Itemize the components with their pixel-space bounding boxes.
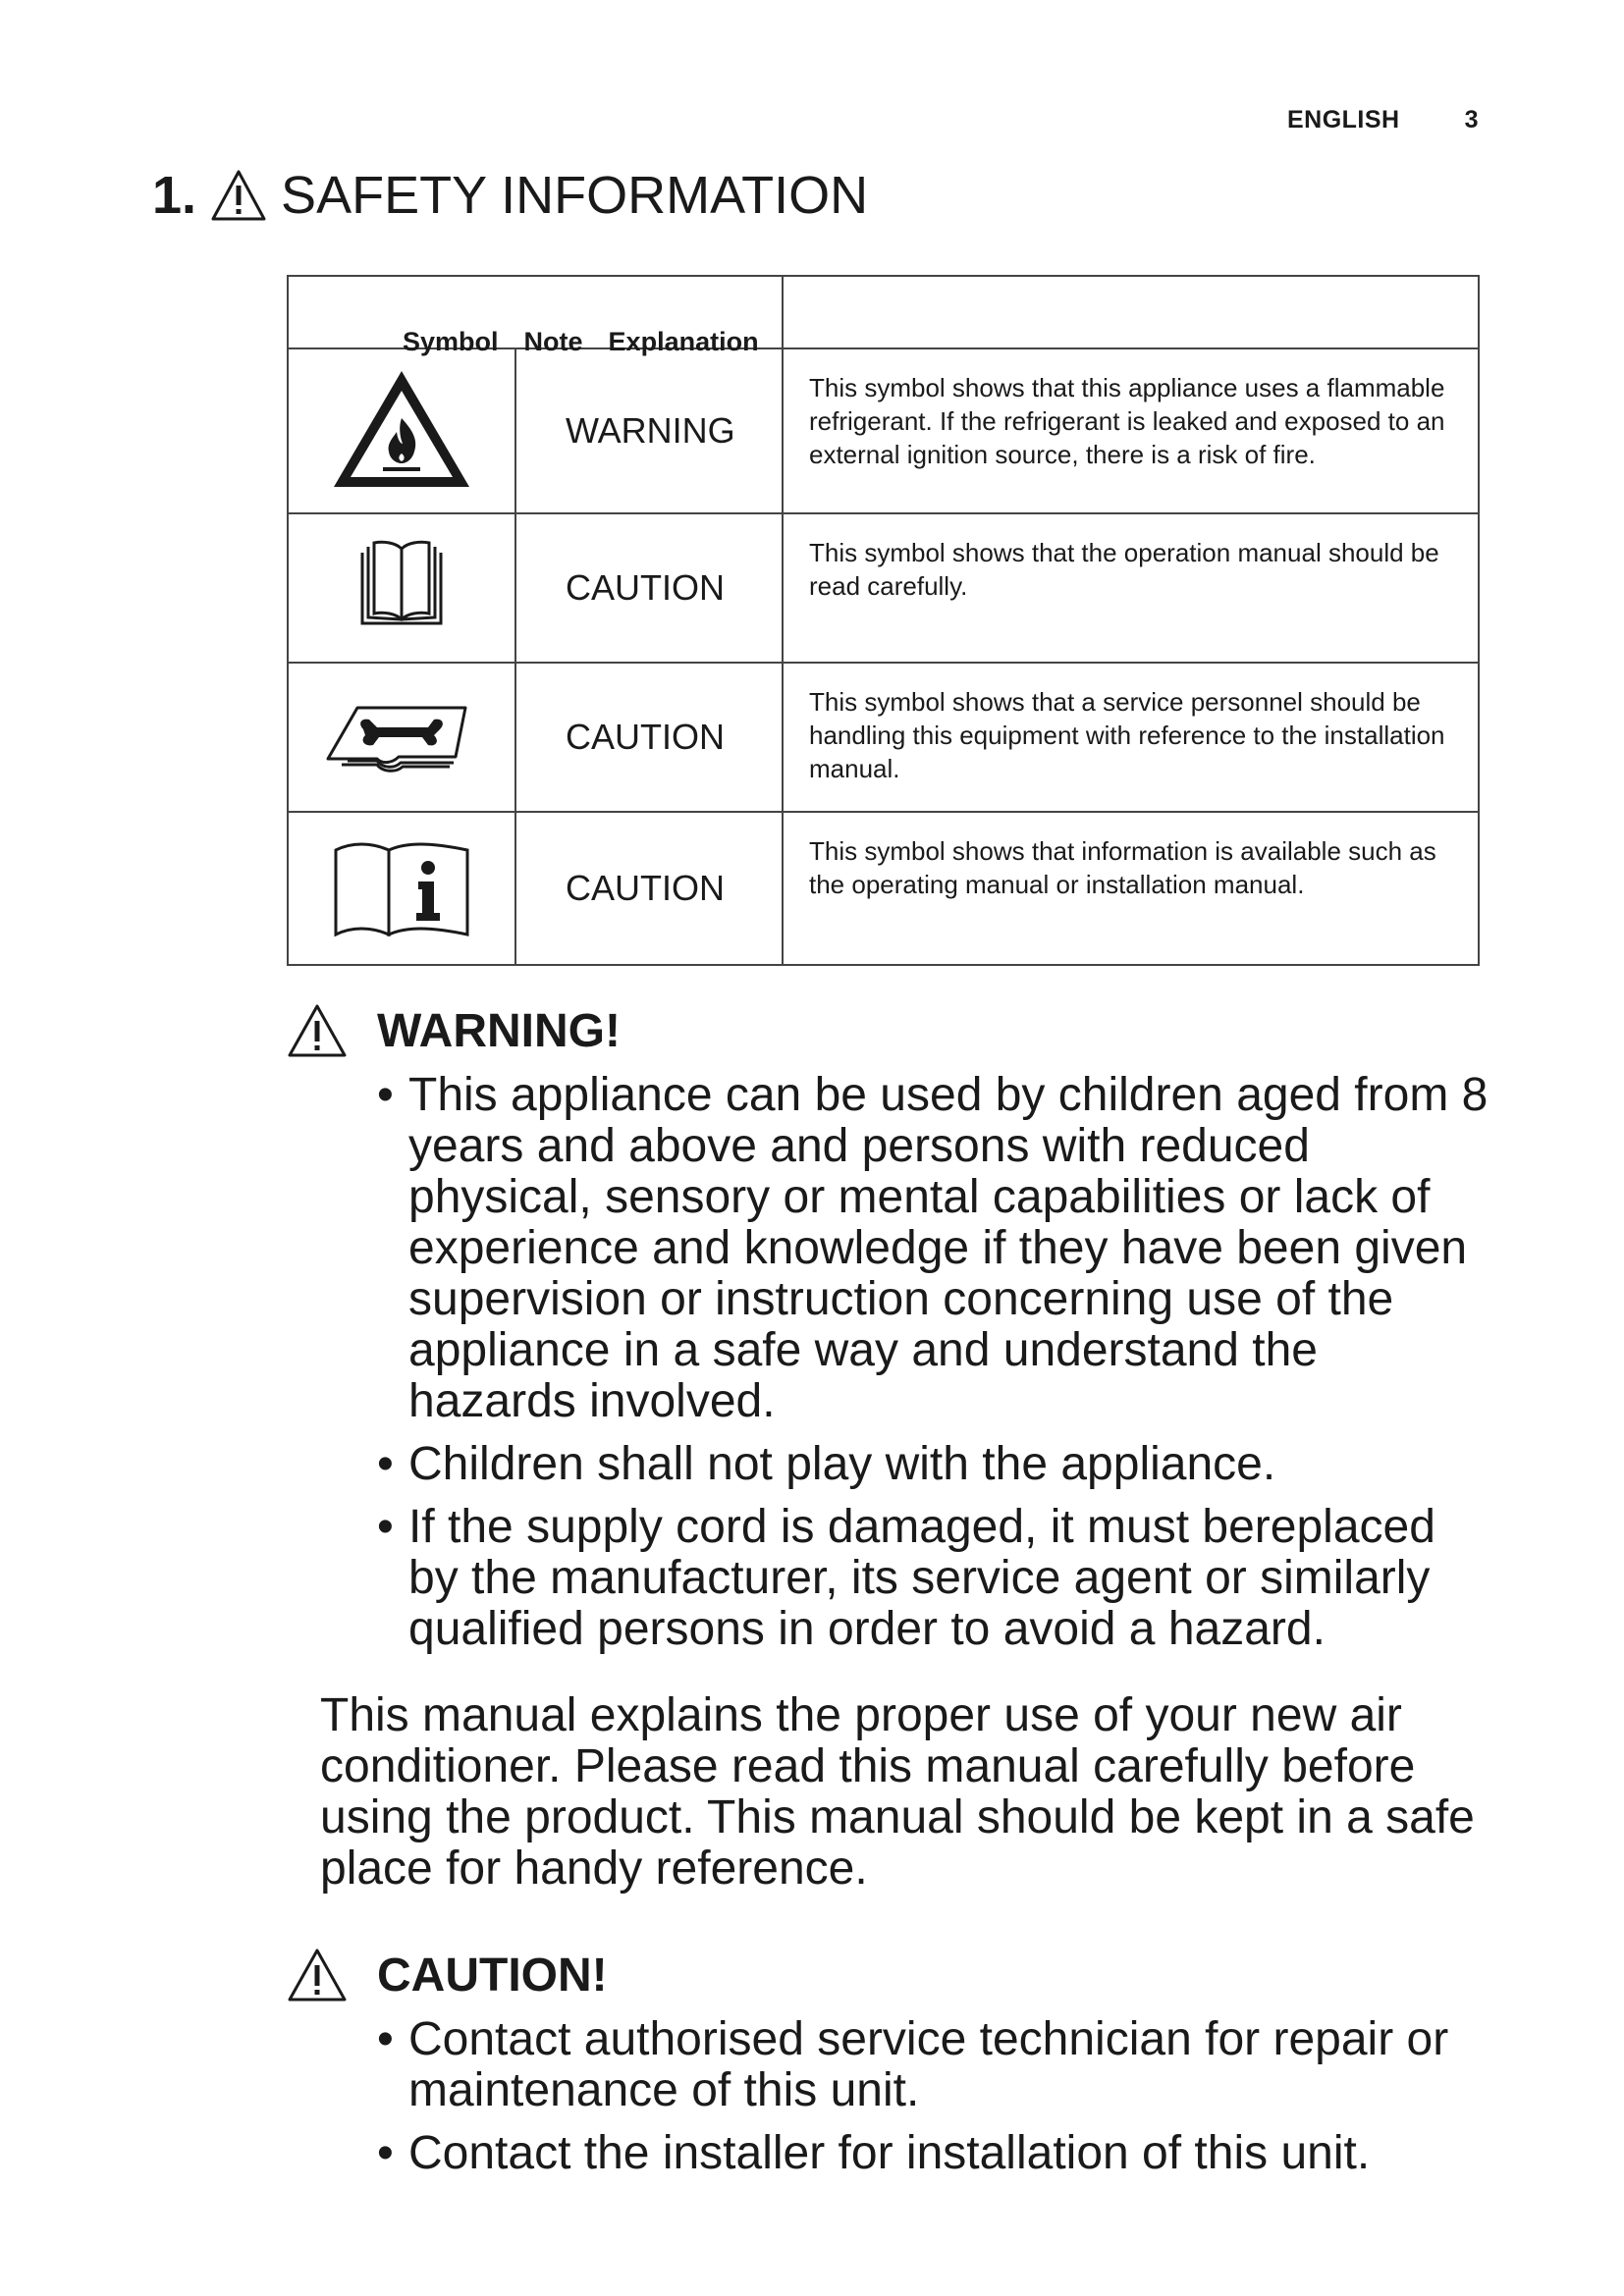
explanation-cell: This symbol shows that information is available such as the operating manual or installation manual.: [783, 812, 1479, 965]
caution-heading-text: CAUTION!: [377, 1949, 608, 2002]
table-row: [288, 513, 1479, 663]
table-row: [288, 812, 1479, 965]
operation-manual-icon: [352, 537, 451, 635]
section-number: 1.: [152, 166, 197, 225]
caution-list: [287, 2014, 1494, 2179]
warning-triangle-icon: [287, 1003, 348, 1058]
symbol-table: [287, 275, 1480, 966]
explanation-cell: This symbol shows that this appliance uses a flammable refrigerant. If the refrigerant is leaked and exposed to an external ignition source, there is a risk of fire.: [783, 348, 1479, 513]
explanation-cell: This symbol shows that the operation manual should be read carefully.: [783, 513, 1479, 663]
header-explanation: Explanation: [608, 327, 759, 356]
information-manual-icon: [328, 832, 475, 940]
note-cell: CAUTION: [515, 663, 783, 812]
warning-heading-text: WARNING!: [377, 1004, 621, 1057]
note-cell: CAUTION: [515, 812, 783, 965]
list-item: • Children shall not play with the appliance.: [377, 1439, 1494, 1490]
note-cell: WARNING: [515, 348, 783, 513]
warning-triangle-icon: [210, 169, 267, 222]
caution-block: [287, 1948, 1494, 2179]
warning-triangle-icon: [287, 1948, 348, 2002]
intro-paragraph: This manual explains the proper use of your new air conditioner. Please read this manual carefully before using the product. This manual should be kept in a safe place for handy reference.: [320, 1689, 1475, 1895]
caution-heading: [287, 1948, 1494, 2002]
table-row: [288, 663, 1479, 812]
section-title-text: SAFETY INFORMATION: [281, 166, 869, 225]
symbol-table-header: [288, 276, 1479, 348]
explanation-cell: This symbol shows that a service personnel should be handling this equipment with reference to the installation manual.: [783, 663, 1479, 812]
list-item: • If the supply cord is damaged, it must bereplaced by the manufacturer, its service agent or similarly qualified persons in order to avoid a hazard.: [377, 1502, 1494, 1655]
page-number: 3: [1464, 106, 1479, 133]
list-item: • Contact authorised service technician for repair or maintenance of this unit.: [377, 2014, 1494, 2116]
page-header: [1287, 106, 1479, 134]
service-manual-wrench-icon: [318, 696, 485, 774]
list-item: • Contact the installer for installation of this unit.: [377, 2128, 1494, 2179]
section-title: [152, 165, 868, 226]
header-symbol: Symbol: [403, 327, 499, 356]
header-note: Note: [523, 327, 583, 356]
note-cell: CAUTION: [515, 513, 783, 663]
warning-list: [287, 1070, 1494, 1655]
list-item: • This appliance can be used by children aged from 8 years and above and persons with reduced physical, sensory or mental capabilities or lack of experience and knowledge if they have been given supervision or instruction concerning use of the appliance in a safe way and understand the hazards involved.: [377, 1070, 1494, 1427]
warning-block: [287, 1003, 1494, 1655]
warning-heading: [287, 1003, 1494, 1058]
language-label: ENGLISH: [1286, 106, 1400, 133]
